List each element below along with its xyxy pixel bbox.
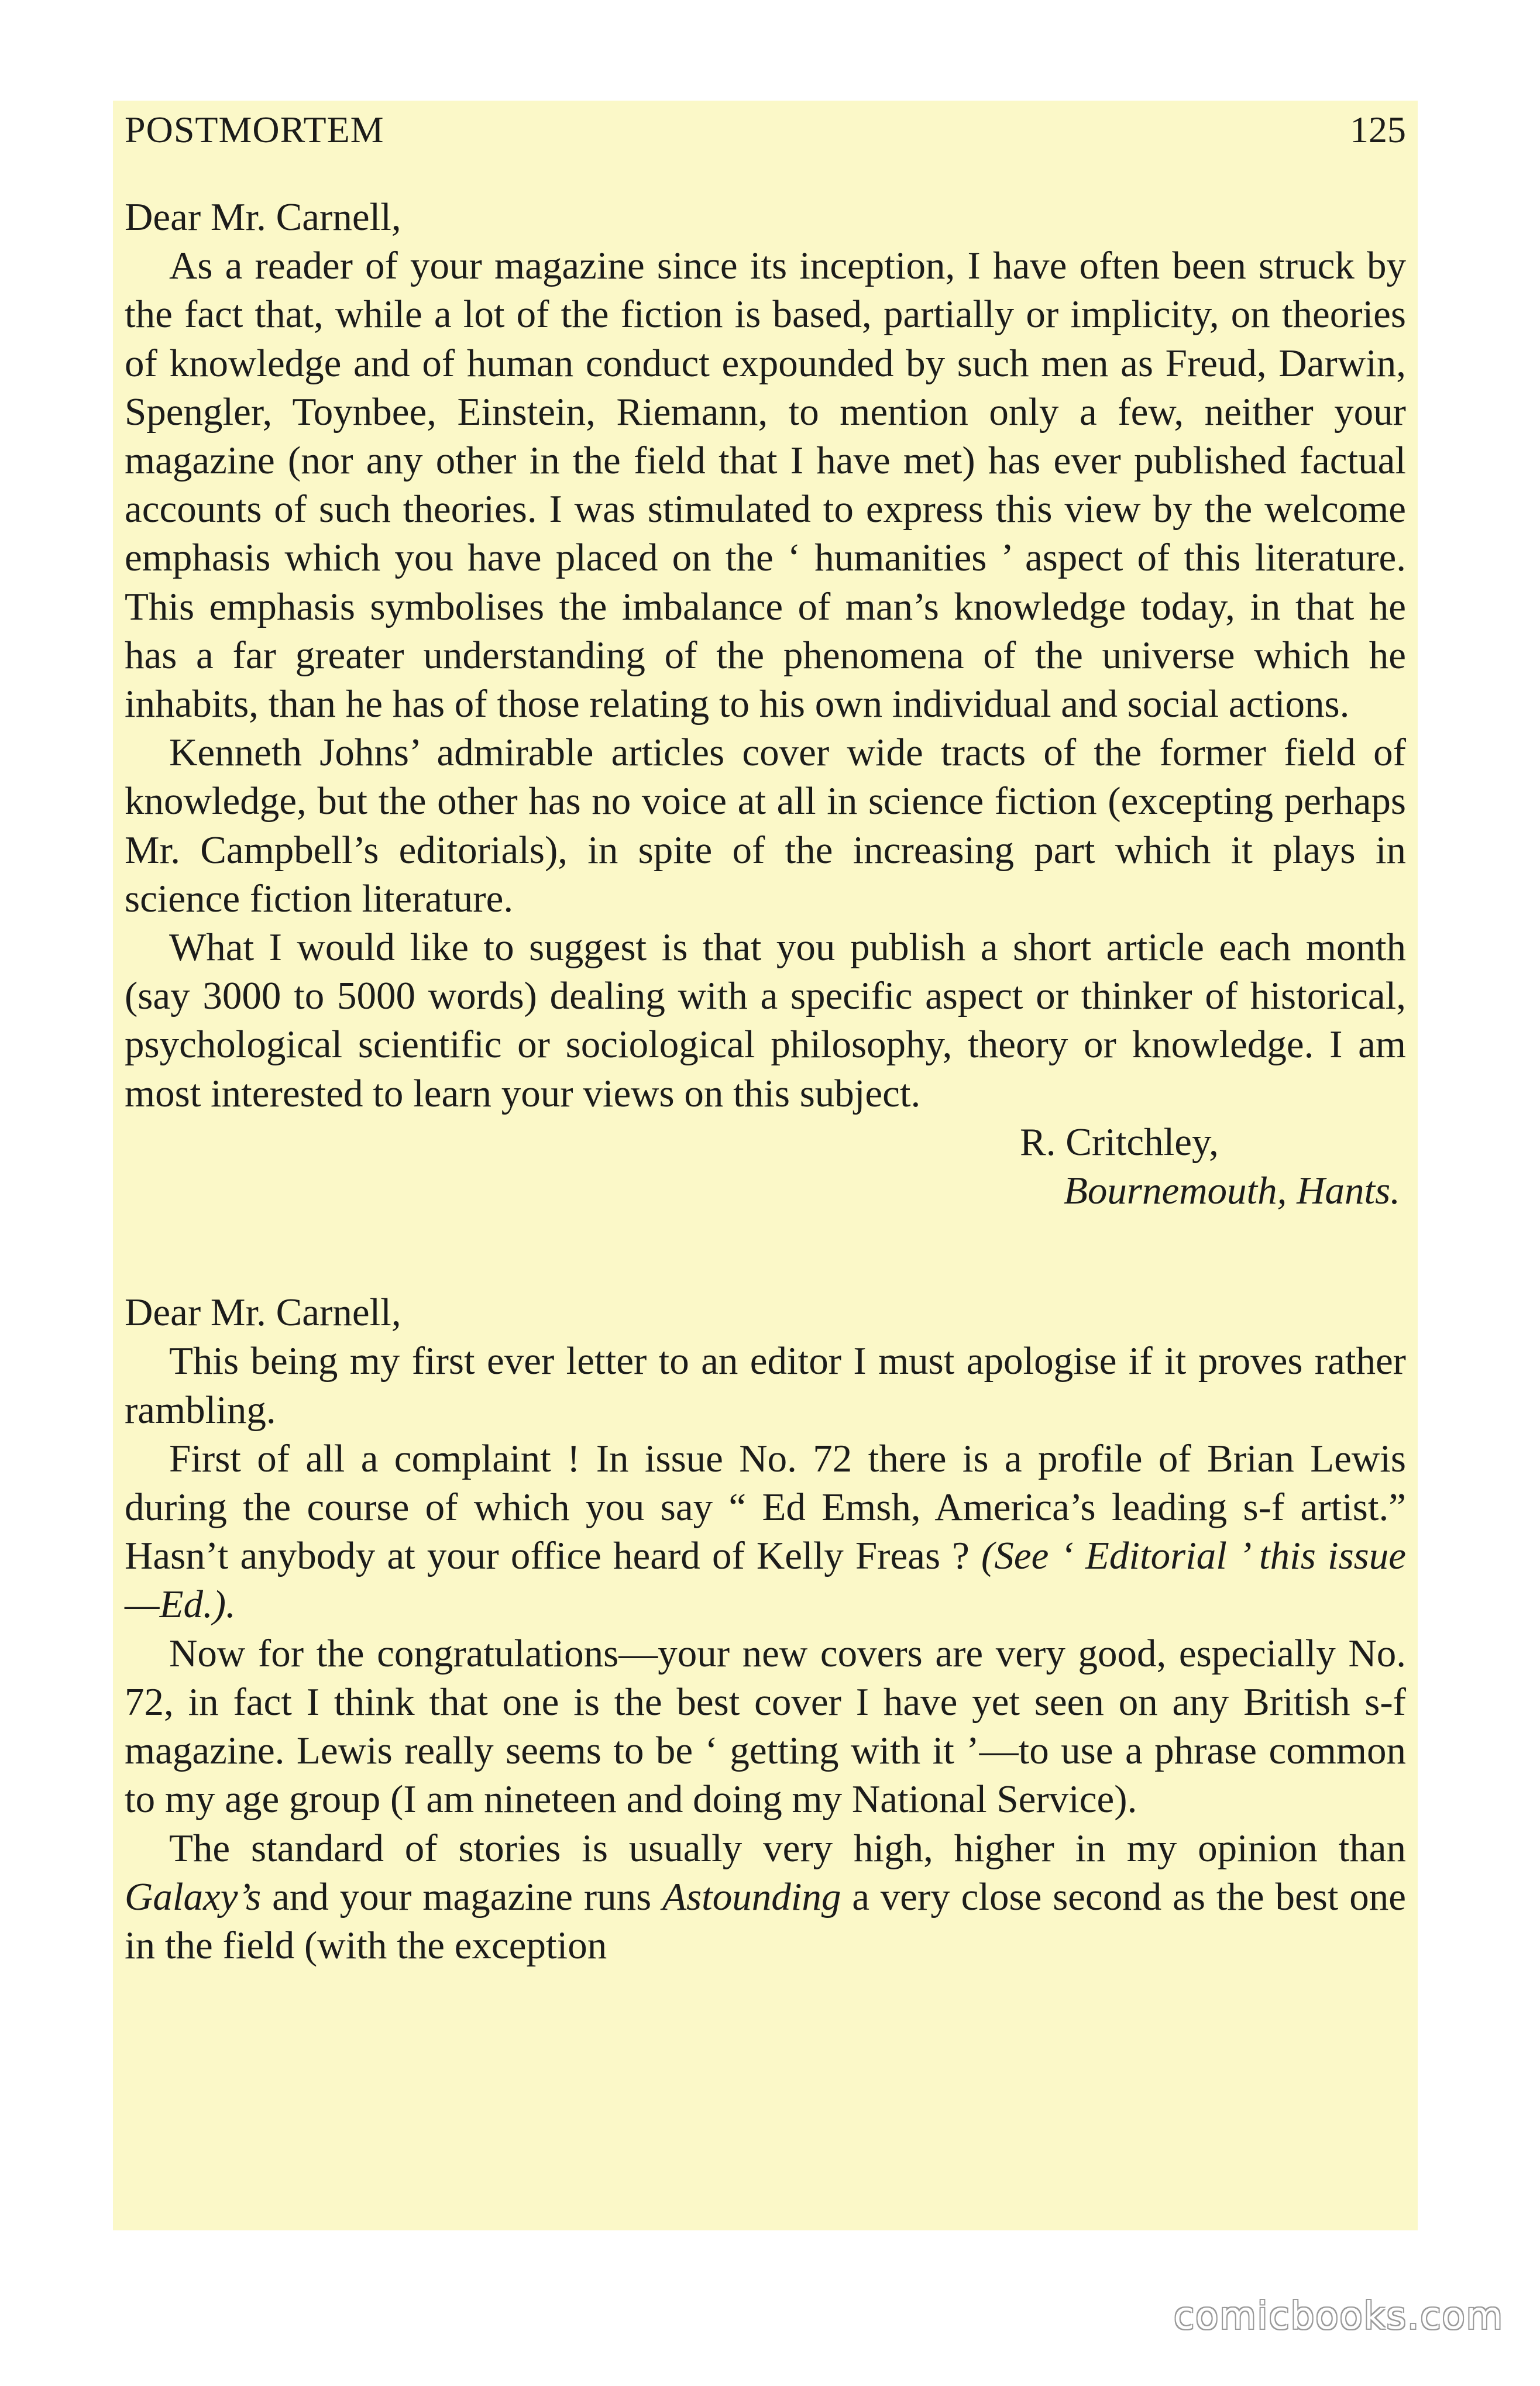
site-watermark: comicbooks.com <box>1173 2295 1504 2338</box>
letters-column <box>125 193 1406 1970</box>
page-header <box>125 101 1406 159</box>
letter1-paragraph: As a reader of your magazine since its inception, I have often been struck by the fact that, while a lot of the fiction is based, partially or implicity, on theories of knowledge and of human conduct expounded by such men as Freud, Darwin, Spengler, Toynbee, Einstein, Riemann, to mention only a few, neither your magazine (nor any other in the field that I have met) has ever published factual accounts of such theories. I was stimulated to express this view by the welcome emphasis which you have placed on the ‘ humanities ’ aspect of this literature. This emphasis symbolises the imbalance of man’s knowledge today, in that he has a far greater understanding of the phenomena of the universe which he inhabits, than he has of those relating to his own individual and social actions. <box>125 244 1406 726</box>
letter1-paragraph: What I would like to suggest is that you publish a short article each month (say 3000 to 5000 words) dealing with a specific aspect or thinker of historical, psychological scientific or sociological philosophy, theory or knowledge. I am most interested to learn your views on this subject. <box>125 926 1406 1115</box>
magazine-page <box>113 101 1418 2230</box>
editor-note: (See ‘ Editorial ’ this issue—Ed.). <box>125 1534 1406 1627</box>
page-number: 125 <box>1350 109 1406 150</box>
magazine-title: Galaxy’s <box>125 1875 262 1919</box>
letter-separator <box>125 1215 1406 1288</box>
letter1-place: Bournemouth, Hants. <box>1063 1169 1400 1213</box>
letter2-text: and your magazine runs <box>261 1875 663 1919</box>
letter1-signature: R. Critchley, <box>1020 1120 1219 1164</box>
letter2-salutation: Dear Mr. Carnell, <box>125 1291 401 1335</box>
letter1-paragraph: Kenneth Johns’ admirable articles cover wide tracts of the former field of knowledge, but the other has no voice at all in science fiction (excepting perhaps Mr. Campbell’s editorials), in spite of the increasing part which it plays in science fiction literature. <box>125 731 1406 920</box>
letter2-text: a very close second as the best one in the field (with the exception <box>125 1875 1406 1967</box>
letter2-paragraph: Now for the congratulations—your new covers are very good, especially No. 72, in fact I think that one is the best cover I have yet seen on any British s-f magazine. Lewis really seems to be ‘ getting with it ’—to use a phrase common to my age group (I am nineteen and doing my National Service). <box>125 1631 1406 1821</box>
letter2-text: The standard of stories is usually very high, higher in my opinion than <box>169 1826 1406 1870</box>
letter2-paragraph <box>125 1824 1406 1971</box>
letter1-salutation: Dear Mr. Carnell, <box>125 195 401 239</box>
letter2-complaint-text: First of all a complaint ! In issue No. 72 there is a profile of Brian Lewis during the course of which you say “ Ed Emsh, America’s leading s-f artist.” Hasn’t anybody at your office heard of Kelly Freas ? <box>125 1436 1406 1578</box>
section-title: POSTMORTEM <box>125 109 384 150</box>
magazine-title: Astounding <box>662 1875 841 1919</box>
letter2-paragraph: This being my first ever letter to an editor I must apologise if it proves rather rambling. <box>125 1339 1406 1432</box>
letter2-paragraph <box>125 1435 1406 1629</box>
